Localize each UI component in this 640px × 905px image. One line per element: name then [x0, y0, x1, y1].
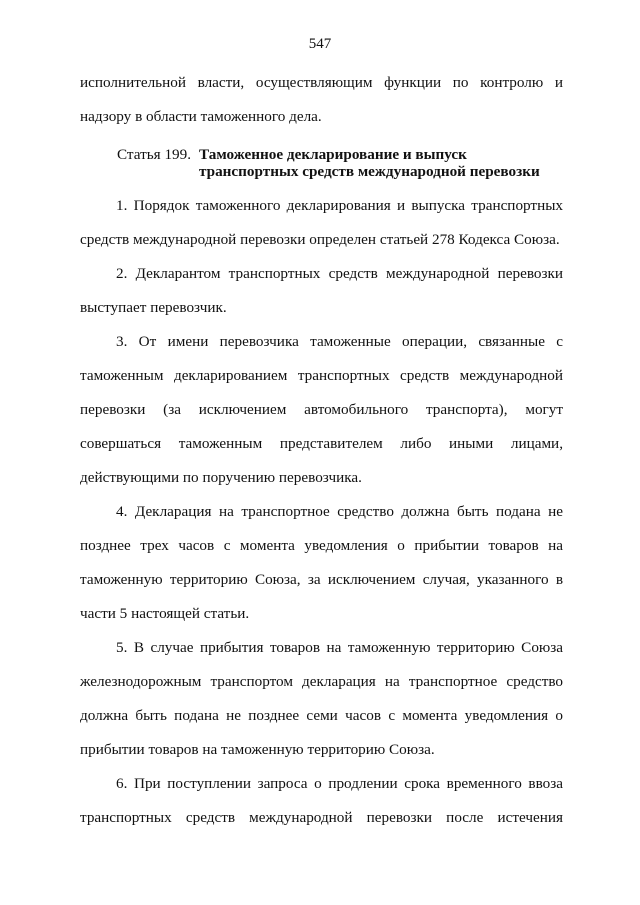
article-number: Статья 199. — [117, 146, 192, 163]
text-line: надзору в области таможенного дела. — [80, 108, 322, 125]
paragraph-1-line: 1. Порядок таможенного декларирования и выпуска транспортных — [116, 197, 563, 214]
paragraph-5-line: должна быть подана не позднее семи часов с момента уведомления о — [80, 707, 563, 724]
paragraph-6-line: транспортных средств международной перевозки после истечения — [80, 809, 563, 826]
article-title-line-1: Таможенное декларирование и выпуск — [199, 146, 467, 163]
paragraph-5-line: прибытии товаров на таможенную территорию Союза. — [80, 741, 435, 758]
article-title-line-2: транспортных средств международной перевозки — [199, 163, 540, 180]
paragraph-3-line: совершаться таможенным представителем либо иными лицами, — [80, 435, 563, 452]
text-line: исполнительной власти, осуществляющим функции по контролю и — [80, 74, 563, 91]
paragraph-2-line: 2. Декларантом транспортных средств международной перевозки — [116, 265, 563, 282]
paragraph-3-line: 3. От имени перевозчика таможенные операции, связанные с — [116, 333, 563, 350]
paragraph-2-line: выступает перевозчик. — [80, 299, 227, 316]
paragraph-3-line: таможенным декларированием транспортных средств международной — [80, 367, 563, 384]
paragraph-3-line: действующими по поручению перевозчика. — [80, 469, 362, 486]
paragraph-4-line: позднее трех часов с момента уведомления о прибытии товаров на — [80, 537, 563, 554]
paragraph-6-line: 6. При поступлении запроса о продлении срока временного ввоза — [116, 775, 563, 792]
paragraph-4-line: части 5 настоящей статьи. — [80, 605, 250, 622]
paragraph-3-line: перевозки (за исключением автомобильного транспорта), могут — [80, 401, 563, 418]
paragraph-5-line: 5. В случае прибытия товаров на таможенную территорию Союза — [116, 639, 563, 656]
paragraph-4-line: таможенную территорию Союза, за исключением случая, указанного в — [80, 571, 563, 588]
paragraph-5-line: железнодорожным транспортом декларация на транспортное средство — [80, 673, 563, 690]
page-number: 547 — [308, 36, 332, 52]
paragraph-1-line: средств международной перевозки определен статьей 278 Кодекса Союза. — [80, 231, 560, 248]
paragraph-4-line: 4. Декларация на транспортное средство должна быть подана не — [116, 503, 563, 520]
